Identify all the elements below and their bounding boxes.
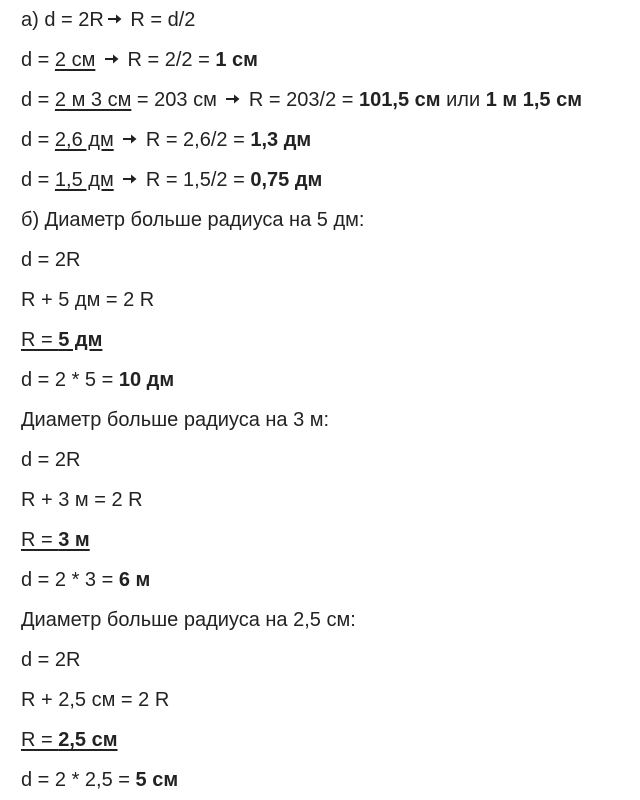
- line-part-b-heading-5dm: [21, 200, 640, 240]
- text: R = 2,6/2 =: [140, 129, 251, 151]
- line-diameter-2cm: [21, 40, 640, 80]
- radius-result-underlined: [21, 529, 90, 551]
- answer-value: 0,75 дм: [250, 169, 323, 191]
- text: d =: [21, 89, 55, 111]
- text: [114, 169, 120, 191]
- text: Диаметр больше радиуса на 2,5 см:: [21, 609, 356, 631]
- line-diameter-result: [21, 560, 640, 600]
- text: d = 2 * 5 =: [21, 369, 119, 391]
- text: [95, 49, 101, 71]
- text: = 203 см: [131, 89, 223, 111]
- given-value: 2,6 дм: [54, 129, 114, 151]
- right-arrow-icon: [123, 133, 137, 145]
- answer-value: 5 см: [135, 769, 179, 791]
- right-arrow-icon: [108, 13, 122, 25]
- line-heading-3m: [21, 400, 640, 440]
- text: б) Диаметр больше радиуса на 5 дм:: [21, 209, 365, 231]
- text: d =: [21, 169, 55, 191]
- line-formula: [21, 640, 640, 680]
- text: d = 2R: [21, 449, 81, 471]
- given-value: 1,5 дм: [54, 169, 114, 191]
- line-diameter-2m3cm: [21, 80, 640, 120]
- text: R = 1,5/2 =: [140, 169, 251, 191]
- line-diameter-result: [21, 760, 640, 800]
- answer-value: 1 м 1,5 см: [485, 89, 582, 111]
- answer-value: 1 см: [215, 49, 258, 71]
- text: d = 2 * 2,5 =: [21, 769, 136, 791]
- line-formula: [21, 440, 640, 480]
- line-equation: [21, 480, 640, 520]
- answer-value: 6 м: [118, 569, 151, 591]
- text: R = 203/2 =: [243, 89, 360, 111]
- line-diameter-1-5dm: [21, 160, 640, 200]
- given-value: 2 м 3 см: [54, 89, 132, 111]
- line-radius-result: [21, 320, 640, 360]
- line-equation: [21, 680, 640, 720]
- answer-value: 101,5 см: [359, 89, 441, 111]
- text: R = d/2: [124, 9, 196, 31]
- text: R + 3 м = 2 R: [21, 489, 143, 511]
- text: Диаметр больше радиуса на 3 м:: [21, 409, 330, 431]
- answer-value: 10 дм: [118, 369, 175, 391]
- answer-value: 2,5 см: [58, 729, 118, 751]
- text: d =: [21, 49, 55, 71]
- text: d =: [21, 129, 55, 151]
- answer-value: 1,3 дм: [250, 129, 312, 151]
- text: d = 2 * 3 =: [21, 569, 119, 591]
- line-equation: [21, 280, 640, 320]
- line-radius-result: [21, 520, 640, 560]
- line-part-a-formula: [21, 0, 640, 40]
- line-diameter-2-6dm: [21, 120, 640, 160]
- answer-value: 3 м: [58, 529, 90, 551]
- line-radius-result: [21, 720, 640, 760]
- text: R + 2,5 см = 2 R: [21, 689, 170, 711]
- line-diameter-result: [21, 360, 640, 400]
- text: R =: [21, 529, 59, 551]
- line-heading-2-5cm: [21, 600, 640, 640]
- text: R =: [21, 729, 59, 751]
- text: R = 2/2 =: [121, 49, 216, 71]
- answer-value: 5 дм: [58, 329, 103, 351]
- text: d = 2R: [21, 649, 81, 671]
- line-formula: [21, 240, 640, 280]
- text: а) d = 2R: [21, 9, 104, 31]
- text: R =: [21, 329, 59, 351]
- right-arrow-icon: [226, 93, 240, 105]
- right-arrow-icon: [123, 173, 137, 185]
- text: R + 5 дм = 2 R: [21, 289, 155, 311]
- radius-result-underlined: [21, 729, 118, 751]
- text: d = 2R: [21, 249, 81, 271]
- text: [114, 129, 120, 151]
- right-arrow-icon: [105, 53, 119, 65]
- radius-result-underlined: [21, 329, 102, 351]
- solution-document: [21, 0, 640, 800]
- given-value: 2 см: [54, 49, 96, 71]
- text: или: [440, 89, 486, 111]
